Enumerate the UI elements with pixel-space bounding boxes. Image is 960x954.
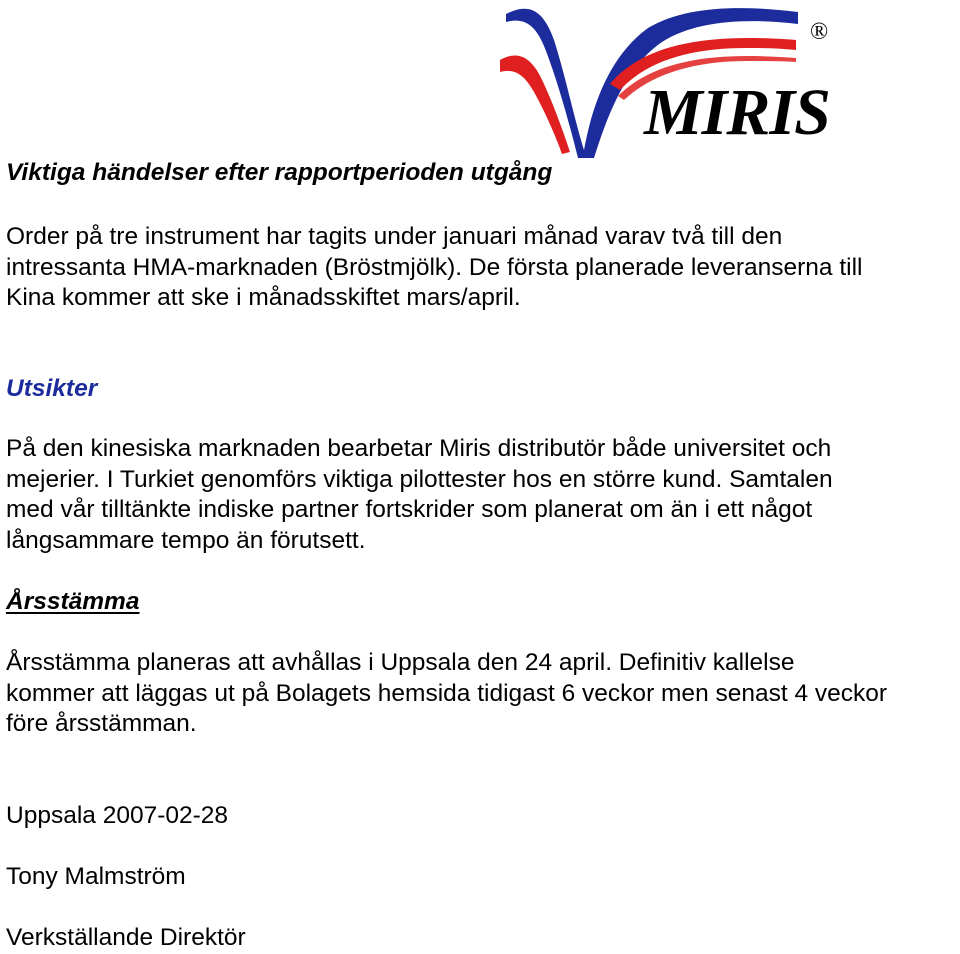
registered-mark: ® [810, 19, 829, 45]
signature-title: Verkställande Direktör [6, 924, 246, 951]
signature-name: Tony Malmström [6, 863, 186, 890]
outlook-body: På den kinesiska marknaden bearbetar Miris distributör både universitet och mejerier. I Turkiet genomförs viktiga pilottester hos en större kund. Samtalen med vår tilltänkte indiske partner fortskrider som planerat om än i ett något långsammare tempo än förutsett. [6, 435, 833, 554]
signature-place-date: Uppsala 2007-02-28 [6, 802, 229, 829]
outlook-heading: Utsikter [6, 375, 98, 402]
miris-logo [498, 0, 848, 160]
agm-body: Årsstämma planeras att avhållas i Uppsala den 24 april. Definitiv kallelse kommer att läggas ut på Bolagets hemsida tidigast 6 veckor men senast 4 veckor före årsstämman. [6, 649, 888, 737]
events-heading: Viktiga händelser efter rapportperioden utgång [6, 159, 553, 186]
agm-heading: Årsstämma [6, 588, 140, 615]
events-body: Order på tre instrument har tagits under januari månad varav två till den intressanta HMA-marknaden (Bröstmjölk). De första planerade leveranserna till Kina kommer att ske i månadsskiftet mars/april. [6, 223, 863, 311]
logo-wordmark: MIRIS [644, 76, 830, 149]
